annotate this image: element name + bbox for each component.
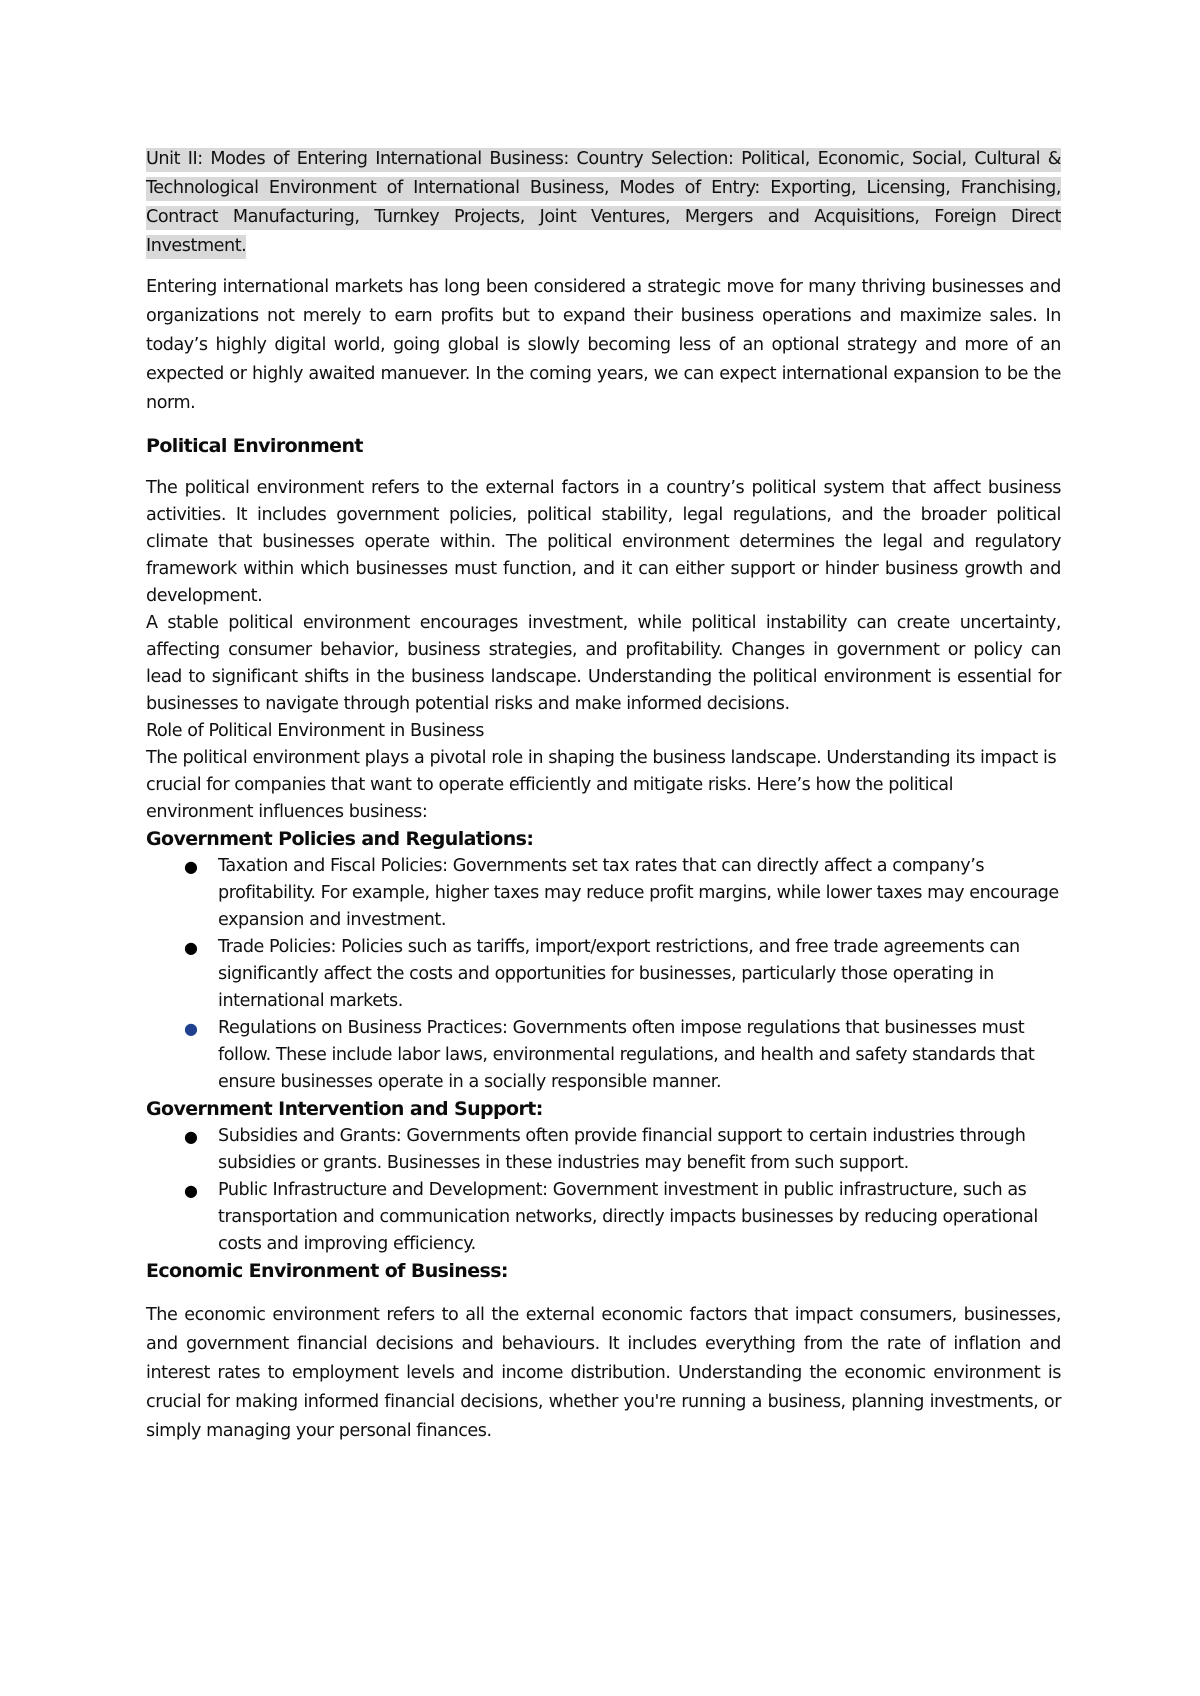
list-item xyxy=(146,853,1061,934)
government-policies-list xyxy=(146,853,1061,1096)
government-support-heading: Government Intervention and Support: xyxy=(146,1098,543,1120)
intro-paragraph: Entering international markets has long been considered a strategic move for many thriving businesses and organizations not merely to earn profits but to expand their business operations and maximize sales. In today’s highly digital world, going global is slowly becoming less of an optional strategy and more of an expected or highly awaited manuever. In the coming years, we can expect international expansion to be the norm. xyxy=(146,277,1061,413)
bullet-icon: ● xyxy=(184,857,198,876)
government-policies-heading: Government Policies and Regulations: xyxy=(146,828,534,850)
list-item-text: Trade Policies: Policies such as tariffs, import/export restrictions, and free trade agreements can significantly affect the costs and opportunities for businesses, particularly those operating in international markets. xyxy=(218,937,1020,1011)
list-item-text: Taxation and Fiscal Policies: Governments set tax rates that can directly affect a company’s profitability. For example, higher taxes may reduce profit margins, while lower taxes may encourage expansion and investment. xyxy=(218,856,1059,930)
list-item xyxy=(146,1015,1061,1096)
list-item xyxy=(146,1123,1061,1177)
role-title: Role of Political Environment in Business xyxy=(146,721,484,741)
economic-paragraph: The economic environment refers to all the external economic factors that impact consumers, businesses, and government financial decisions and behaviours. It includes everything from the rate of inflation and interest rates to employment levels and income distribution. Understanding the economic environment is crucial for making informed financial decisions, whether you're running a business, planning investments, or simply managing your personal finances. xyxy=(146,1305,1061,1441)
political-environment-heading: Political Environment xyxy=(146,435,363,457)
list-item-text: Public Infrastructure and Development: Government investment in public infrastructure, such as transportation and communication networks, directly impacts businesses by reducing operational costs and improving efficiency. xyxy=(218,1180,1038,1254)
bullet-icon: ● xyxy=(184,1127,198,1146)
list-item-text: Subsidies and Grants: Governments often provide financial support to certain industries through subsidies or grants. Businesses in these industries may benefit from such support. xyxy=(218,1126,1026,1173)
political-paragraph-1: The political environment refers to the external factors in a country’s political system that affect business activities. It includes government policies, political stability, legal regulations, and the broader political climate that businesses operate within. The political environment determines the legal and regulatory framework within which businesses must function, and it can either support or hinder business growth and development. xyxy=(146,478,1061,606)
list-item-text: Regulations on Business Practices: Governments often impose regulations that businesses must follow. These include labor laws, environmental regulations, and health and safety standards that ensure businesses operate in a socially responsible manner. xyxy=(218,1018,1035,1092)
bullet-icon: ● xyxy=(184,938,198,957)
unit-heading-paragraph xyxy=(146,145,1061,261)
bullet-icon: ● xyxy=(184,1019,198,1038)
role-paragraph: The political environment plays a pivotal role in shaping the business landscape. Understanding its impact is crucial for companies that want to operate efficiently and mitigate risks. Here’s how the political environment influences business: xyxy=(146,748,1057,822)
list-item xyxy=(146,934,1061,1015)
bullet-icon: ● xyxy=(184,1181,198,1200)
list-item xyxy=(146,1177,1061,1258)
economic-environment-heading: Economic Environment of Business: xyxy=(146,1260,508,1282)
document-page xyxy=(146,145,1061,1446)
highlighted-unit-text: Unit II: Modes of Entering International Business: Country Selection: Political, Economic, Social, Cultural & Technological Environment of International Business, Modes of Entry: Exporting, Licensing, Franchising, Contract Manufacturing, Turnkey Projects, Joint Ventures, Mergers and Acquisitions, Foreign Direct Investment. xyxy=(146,148,1061,259)
government-support-list xyxy=(146,1123,1061,1258)
political-paragraph-2: A stable political environment encourages investment, while political instability can create uncertainty, affecting consumer behavior, business strategies, and profitability. Changes in government or policy can lead to significant shifts in the business landscape. Understanding the political environment is essential for businesses to navigate through potential risks and make informed decisions. xyxy=(146,613,1061,714)
